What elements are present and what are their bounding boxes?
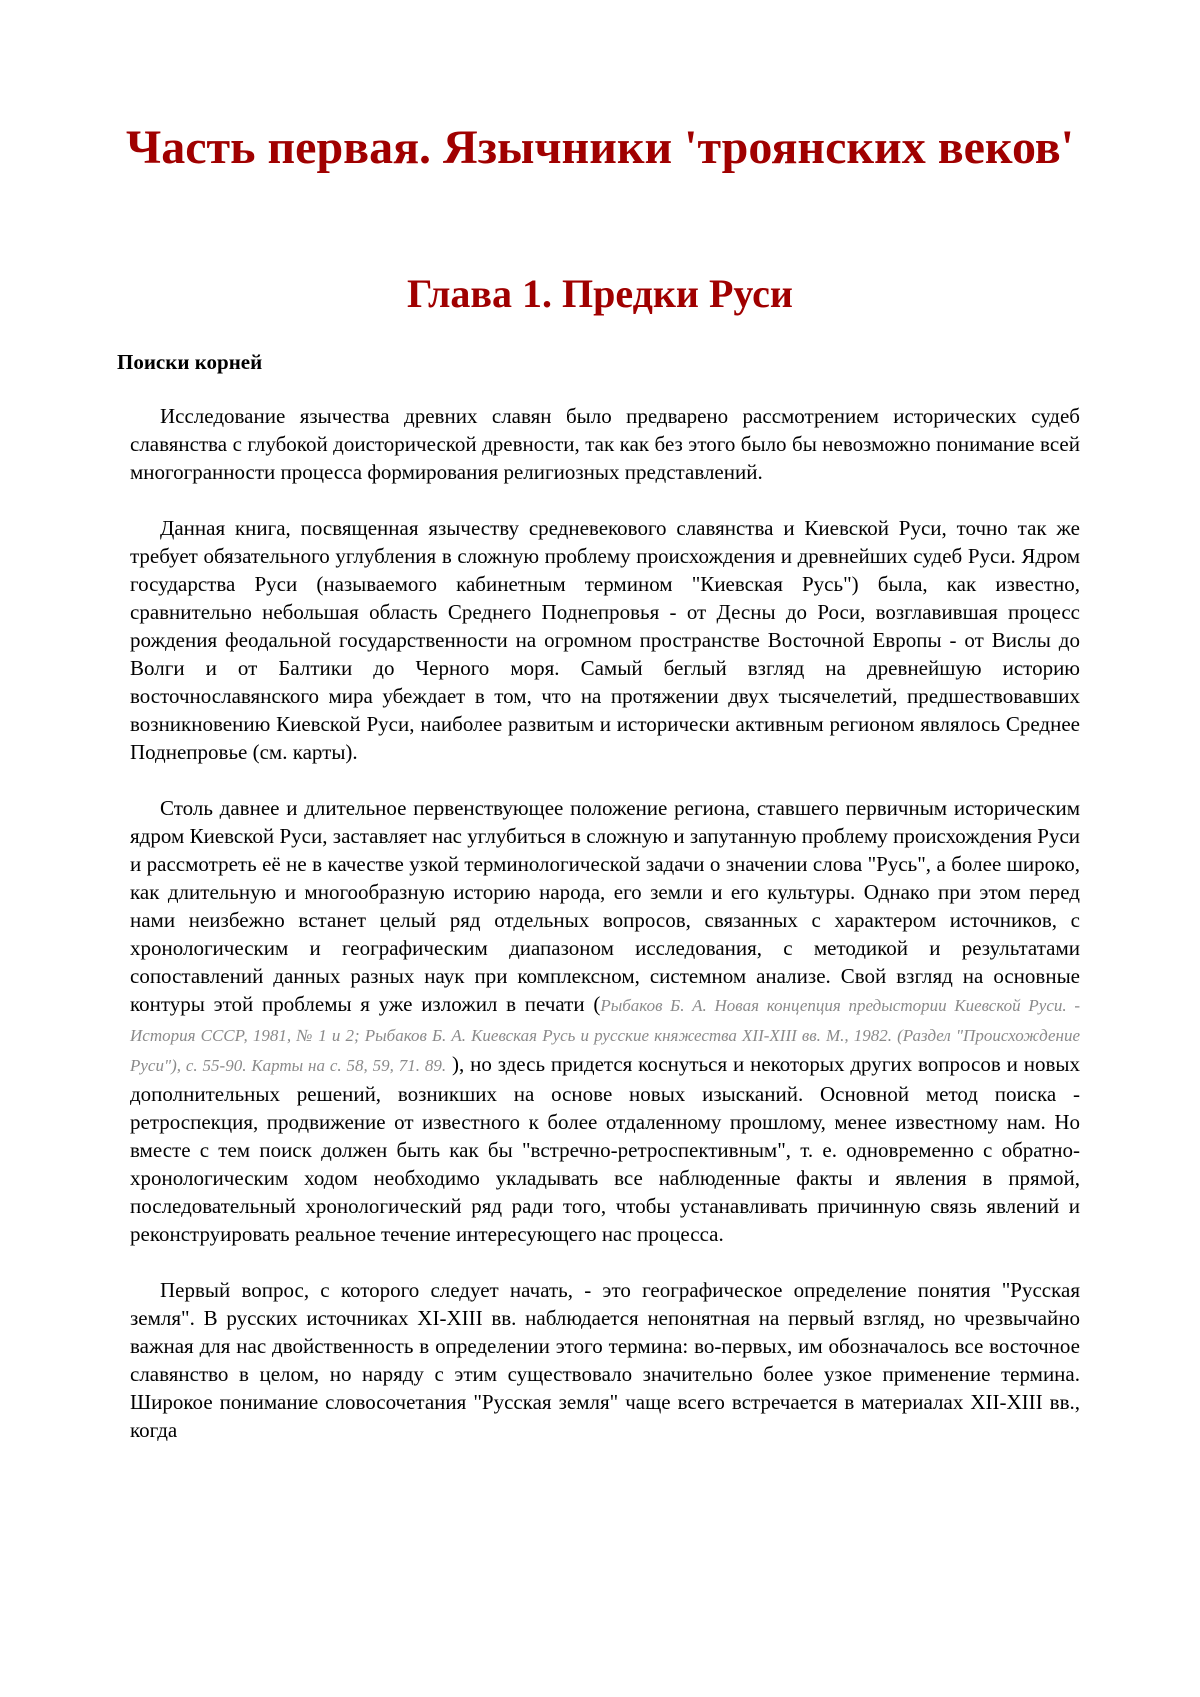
section-title: Поиски корней (117, 348, 262, 376)
paragraph-1: Исследование язычества древних славян было предварено рассмотрением исторических судеб славянства с глубокой доисторической древности, так как без этого было бы невозможно понимание всей многогранности процесса формирования религиозных представлений. (130, 402, 1080, 486)
citation-open-paren: ( (593, 992, 600, 1016)
chapter-title: Глава 1. Предки Руси (120, 268, 1080, 320)
paragraph-4: Первый вопрос, с которого следует начать, - это географическое определение понятия "Русская земля". В русских источниках XI-XIII вв. наблюдается непонятная на первый взгляд, но чрезвычайно важная для нас двойственность в определении этого термина: во-первых, им обозначалось все восточное славянство в целом, но наряду с этим существовало значительно более узкое применение термина. Широкое понимание словосочетания "Русская земля" чаще всего встречается в материалах XII-XIII вв., когда (130, 1276, 1080, 1444)
document-body (130, 402, 1080, 1472)
paragraph-3-text-before: Столь давнее и длительное первенствующее положение региона, ставшего первичным историческим ядром Киевской Руси, заставляет нас углубиться в сложную и запутанную проблему происхождения Руси и рассмотреть её не в качестве узкой терминологической задачи о значении слова "Русь", а более широко, как длительную и многообразную историю народа, его земли и его культуры. Однако при этом перед нами неизбежно встанет целый ряд отдельных вопросов, связанных с характером источников, с хронологическим и географическим диапазоном исследования, с методикой и результатами сопоставлений данных разных наук при комплексном, системном анализе. Свой взгляд на основные контуры этой проблемы я уже изложил в печати (130, 796, 1080, 1016)
document-page (0, 0, 1200, 1697)
paragraph-3 (130, 794, 1080, 1248)
paragraph-3-text-after: но здесь придется коснуться и некоторых других вопросов и новых дополнительных решений, возникших на основе новых изысканий. Основной метод поиска - ретроспекция, продвижение от известного к более отдаленному прошлому, менее известному нам. Но вместе с тем поиск должен быть как бы "встречно-ретроспективным", т. е. одновременно с обратно-хронологическим ходом необходимо укладывать все наблюденные факты и явления в прямой, последовательный хронологический ряд ради того, чтобы устанавливать причинную связь явлений и реконструировать реальное течение интересующего нас процесса. (130, 1052, 1080, 1246)
part-title: Часть первая. Язычники 'троянских веков' (120, 118, 1080, 178)
citation-reference: Рыбаков Б. А. Новая концепция предыстории Киевской Руси. - История СССР, 1981, № 1 и 2; Рыбаков Б. А. Киевская Русь и русские княжества XII-XIII вв. М., 1982. (Раздел "Происхождение Руси"), с. 55-90. Карты на с. 58, 59, 71. 89. (130, 996, 1080, 1075)
citation-close-paren: ), (452, 1052, 464, 1076)
paragraph-2: Данная книга, посвященная язычеству средневекового славянства и Киевской Руси, точно так же требует обязательного углубления в сложную проблему происхождения и древнейших судеб Руси. Ядром государства Руси (называемого кабинетным термином "Киевская Русь") была, как известно, сравнительно небольшая область Среднего Поднепровья - от Десны до Роси, возглавившая процесс рождения феодальной государственности на огромном пространстве Восточной Европы - от Вислы до Волги и от Балтики до Черного моря. Самый беглый взгляд на древнейшую историю восточнославянского мира убеждает в том, что на протяжении двух тысячелетий, предшествовавших возникновению Киевской Руси, наиболее развитым и исторически активным регионом являлось Среднее Поднепровье (см. карты). (130, 514, 1080, 766)
